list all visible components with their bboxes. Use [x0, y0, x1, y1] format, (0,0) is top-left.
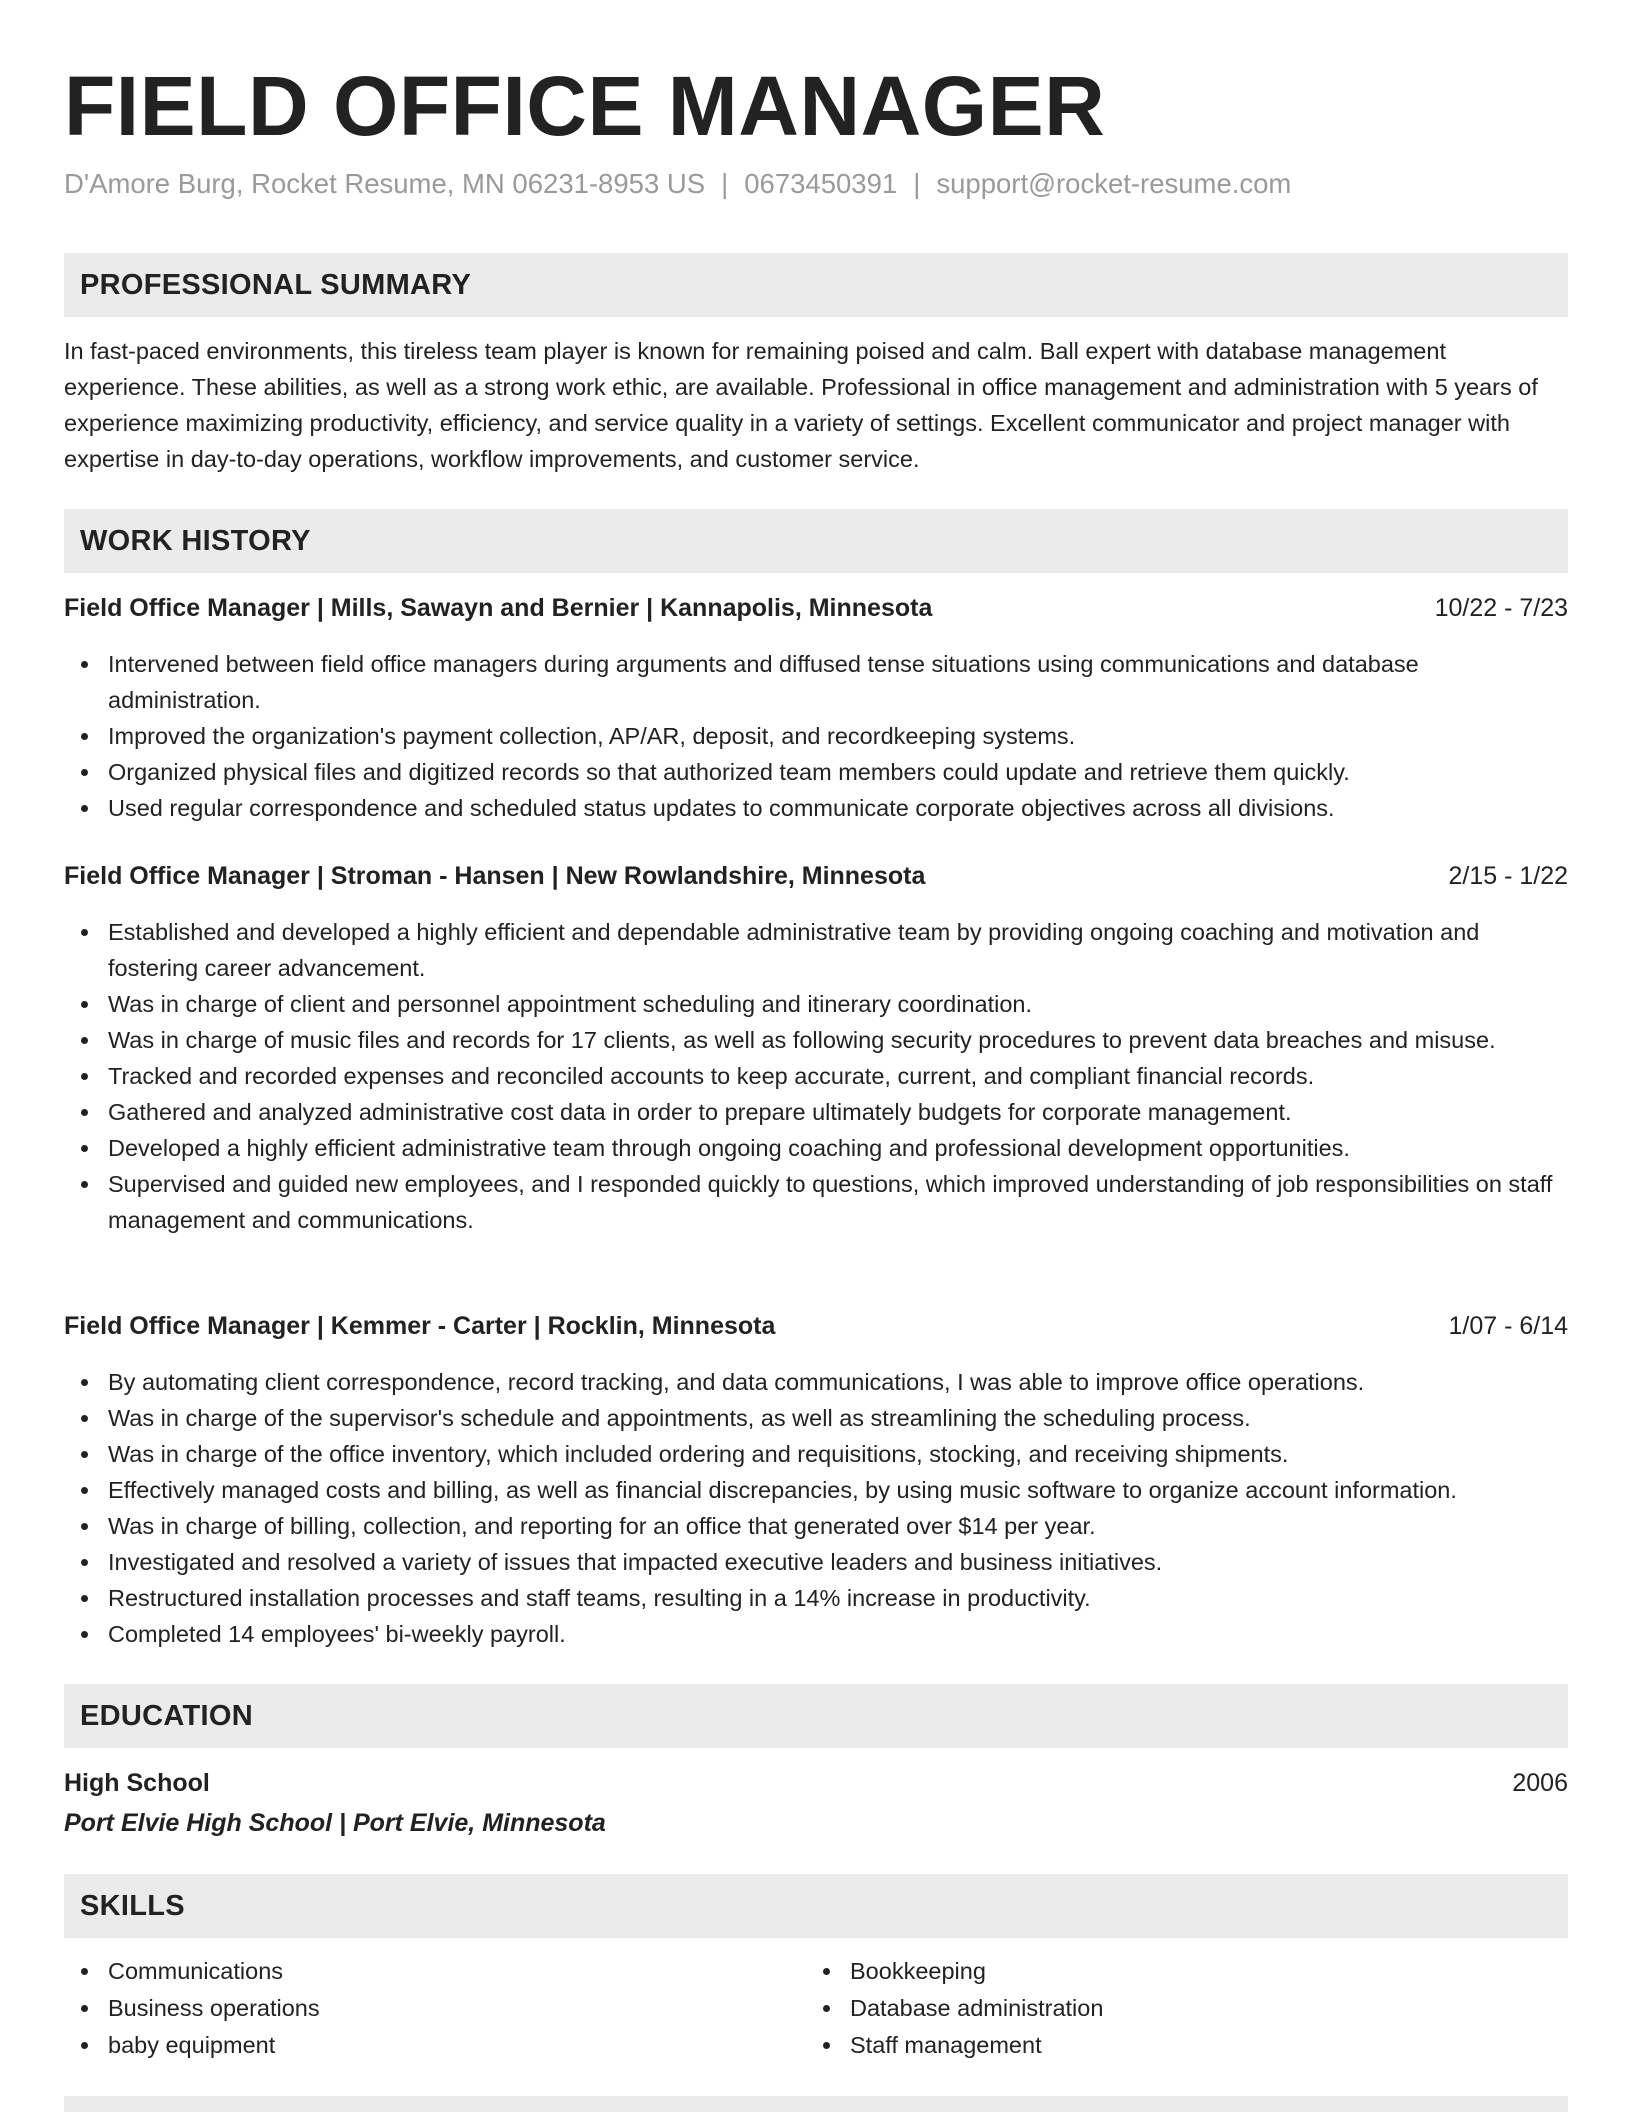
job-header [64, 590, 1568, 626]
job-title: Field Office Manager | Kemmer - Carter | Rocklin, Minnesota [64, 1312, 776, 1340]
section-heading-skills: SKILLS [64, 1874, 1568, 1938]
list-item: Was in charge of music files and records for 17 clients, as well as following security procedures to prevent data breaches and misuse. [64, 1022, 1568, 1058]
contact-line [64, 166, 1291, 202]
resume-name: FIELD OFFICE MANAGER [64, 59, 1106, 153]
section-heading-work-history: WORK HISTORY [64, 509, 1568, 573]
list-item: Completed 14 employees' bi-weekly payroll. [64, 1616, 1568, 1652]
job-dates: 1/07 - 6/14 [1448, 1312, 1568, 1340]
education-degree: High School [64, 1769, 210, 1797]
summary-text: In fast-paced environments, this tireless team player is known for remaining poised and calm. Ball expert with database management experience. These abilities, as well as a strong work ethic, are available. Professional in office management and administration with 5 years of experience maximizing productivity, efficiency, and service quality in a variety of settings. Excellent communicator and project manager with expertise in day-to-day operations, workflow improvements, and customer service. [64, 338, 1538, 472]
job-title: Field Office Manager | Stroman - Hansen | New Rowlandshire, Minnesota [64, 862, 926, 890]
list-item: Improved the organization's payment collection, AP/AR, deposit, and recordkeeping systems. [64, 718, 1568, 754]
list-item: Database administration [806, 1990, 1506, 2027]
section-heading-next [64, 2096, 1568, 2112]
list-item: Communications [64, 1953, 764, 1990]
list-item: Effectively managed costs and billing, as well as financial discrepancies, by using music software to organize account information. [64, 1472, 1568, 1508]
contact-separator: | [913, 168, 921, 199]
list-item: Was in charge of the supervisor's schedule and appointments, as well as streamlining the scheduling process. [64, 1400, 1568, 1436]
job-dates: 10/22 - 7/23 [1434, 594, 1568, 622]
list-item: Developed a highly efficient administrative team through ongoing coaching and professional development opportunities. [64, 1130, 1568, 1166]
list-item: Business operations [64, 1990, 764, 2027]
list-item: Staff management [806, 2027, 1506, 2064]
list-item: Supervised and guided new employees, and I responded quickly to questions, which improved understanding of job responsibilities on staff management and communications. [64, 1166, 1568, 1238]
list-item: baby equipment [64, 2027, 764, 2064]
job-dates: 2/15 - 1/22 [1448, 862, 1568, 890]
list-item: Was in charge of billing, collection, and reporting for an office that generated over $14 per year. [64, 1508, 1568, 1544]
contact-email: support@rocket-resume.com [936, 168, 1292, 199]
education-year: 2006 [1512, 1769, 1568, 1797]
education-school: Port Elvie High School | Port Elvie, Minnesota [64, 1809, 606, 1837]
contact-phone: 0673450391 [744, 168, 898, 199]
job-bullet-list [64, 1364, 1568, 1652]
list-item: Tracked and recorded expenses and reconciled accounts to keep accurate, current, and compliant financial records. [64, 1058, 1568, 1094]
job-title: Field Office Manager | Mills, Sawayn and Bernier | Kannapolis, Minnesota [64, 594, 933, 622]
job-bullet-list [64, 646, 1568, 826]
contact-address: D'Amore Burg, Rocket Resume, MN 06231-8953 US [64, 168, 706, 199]
list-item: Bookkeeping [806, 1953, 1506, 1990]
list-item: Used regular correspondence and scheduled status updates to communicate corporate objectives across all divisions. [64, 790, 1568, 826]
list-item: Established and developed a highly efficient and dependable administrative team by providing ongoing coaching and motivation and fostering career advancement. [64, 914, 1568, 986]
job-bullet-list [64, 914, 1568, 1238]
section-heading-education: EDUCATION [64, 1684, 1568, 1748]
section-heading-summary: PROFESSIONAL SUMMARY [64, 253, 1568, 317]
skills-list-right [806, 1953, 1506, 2064]
list-item: Restructured installation processes and staff teams, resulting in a 14% increase in productivity. [64, 1580, 1568, 1616]
contact-separator: | [721, 168, 729, 199]
list-item: Was in charge of the office inventory, which included ordering and requisitions, stocking, and receiving shipments. [64, 1436, 1568, 1472]
skills-list-left [64, 1953, 764, 2064]
job-header [64, 858, 1568, 894]
list-item: Intervened between field office managers during arguments and diffused tense situations using communications and database administration. [64, 646, 1568, 718]
list-item: By automating client correspondence, record tracking, and data communications, I was able to improve office operations. [64, 1364, 1568, 1400]
list-item: Was in charge of client and personnel appointment scheduling and itinerary coordination. [64, 986, 1568, 1022]
list-item: Investigated and resolved a variety of issues that impacted executive leaders and business initiatives. [64, 1544, 1568, 1580]
list-item: Gathered and analyzed administrative cost data in order to prepare ultimately budgets for corporate management. [64, 1094, 1568, 1130]
job-header [64, 1308, 1568, 1344]
list-item: Organized physical files and digitized records so that authorized team members could update and retrieve them quickly. [64, 754, 1568, 790]
